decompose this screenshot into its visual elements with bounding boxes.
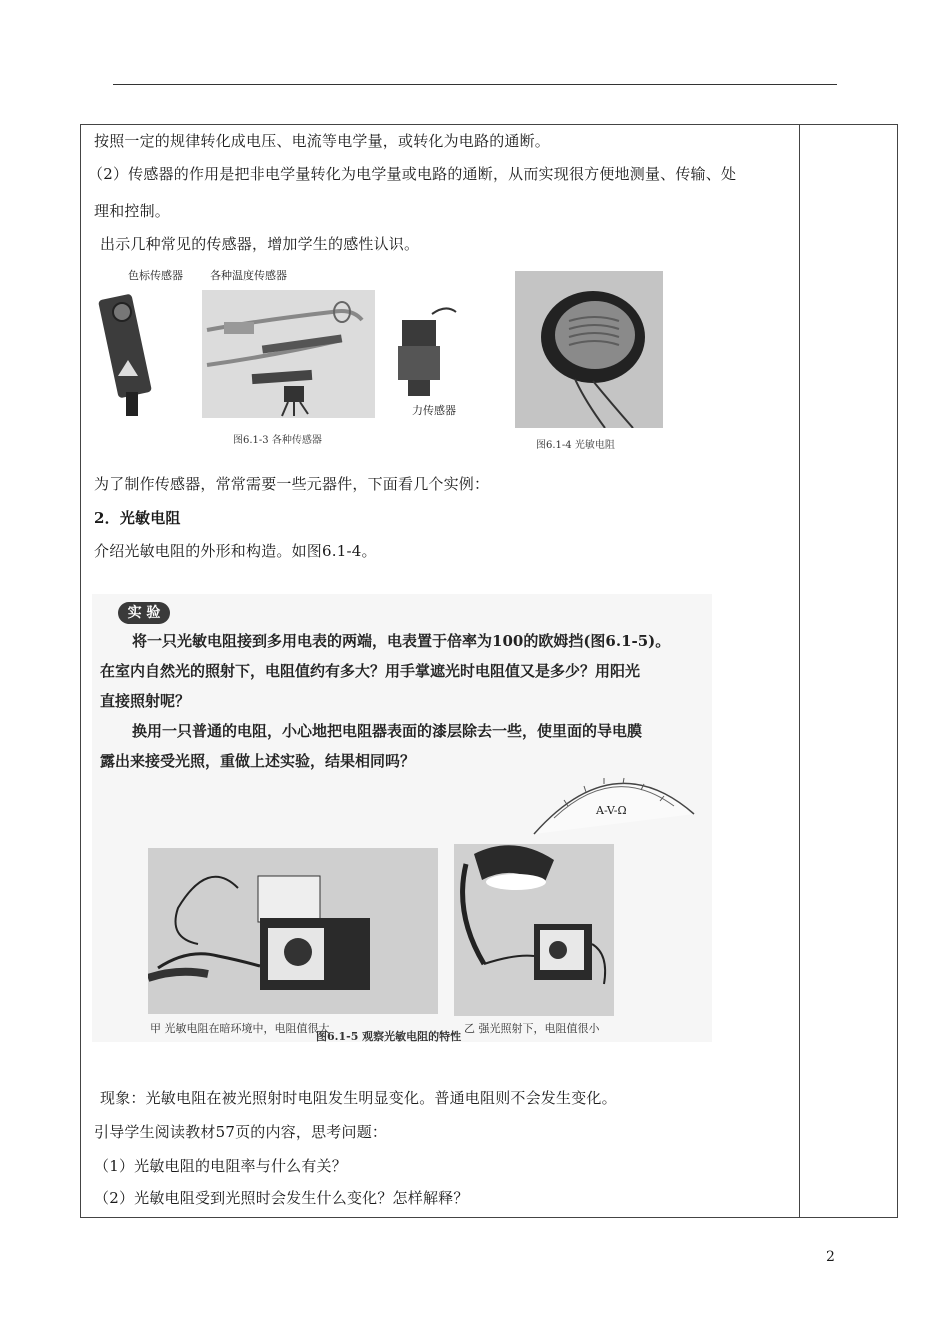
experiment-caption: 乙 强光照射下，电阻值很小 <box>464 1022 600 1035</box>
experiment-text: 将一只光敏电阻接到多用电表的两端，电表置于倍率为100的欧姆挡(图6.1-5)。 <box>132 632 671 650</box>
experiment-text: 换用一只普通的电阻，小心地把电阻器表面的漆层除去一些，使里面的导电膜 <box>132 722 643 740</box>
experiment-block <box>92 594 712 1042</box>
figure-caption: 图6.1-3 各种传感器 <box>233 435 322 446</box>
figure-caption: 图6.1-4 光敏电阻 <box>536 440 615 451</box>
label-force-sensor: 力传感器 <box>412 404 456 417</box>
header-rule <box>113 84 837 85</box>
page-number: 2 <box>826 1249 835 1265</box>
experiment-caption: 甲 光敏电阻在暗环境中，电阻值很大 <box>150 1022 330 1035</box>
label-temp-sensors: 各种温度传感器 <box>210 269 287 282</box>
experiment-text: 露出来接受光照，重做上述实验，结果相同吗？ <box>100 752 416 770</box>
force-sensor-image <box>384 300 464 400</box>
text-line: 理和控制。 <box>94 202 171 220</box>
color-sensor-image <box>96 290 166 420</box>
temp-sensors-image <box>202 290 375 418</box>
text-line: （2）传感器的作用是把非电学量转化为电学量或电路的通断，从而实现很方便地测量、传输、处 <box>88 165 737 183</box>
text-line: 出示几种常见的传感器，增加学生的感性认识。 <box>100 235 420 253</box>
text-line: 按照一定的规律转化成电压、电流等电学量，或转化为电路的通断。 <box>94 132 551 150</box>
meter-scale-drawing <box>524 754 704 844</box>
experiment-photo-bright <box>454 844 614 1016</box>
experiment-text: 在室内自然光的照射下，电阻值约有多大？用手掌遮光时电阻值又是多少？用阳光 <box>100 662 641 680</box>
section-heading: 2．光敏电阻 <box>94 509 181 527</box>
experiment-photo-dark <box>148 848 438 1014</box>
text-line: （2）光敏电阻受到光照时会发生什么变化？怎样解释？ <box>94 1189 469 1207</box>
text-line: （1）光敏电阻的电阻率与什么有关？ <box>94 1157 347 1175</box>
meter-symbol: A-V-Ω <box>596 804 627 817</box>
experiment-figure-caption: 图6.1-5 观察光敏电阻的特性 <box>316 1030 462 1043</box>
photoresistor-image <box>515 271 663 428</box>
text-line: 引导学生阅读教材57页的内容，思考问题： <box>94 1123 388 1141</box>
experiment-text: 直接照射呢？ <box>100 692 191 710</box>
table-column-divider <box>799 124 800 1218</box>
label-color-sensor: 色标传感器 <box>128 269 183 282</box>
experiment-badge: 实 验 <box>118 602 170 624</box>
text-line: 为了制作传感器，常常需要一些元器件，下面看几个实例： <box>94 475 490 493</box>
text-line: 现象：光敏电阻在被光照射时电阻发生明显变化。普通电阻则不会发生变化。 <box>100 1089 617 1107</box>
text-line: 介绍光敏电阻的外形和构造。如图6.1-4。 <box>94 542 377 560</box>
